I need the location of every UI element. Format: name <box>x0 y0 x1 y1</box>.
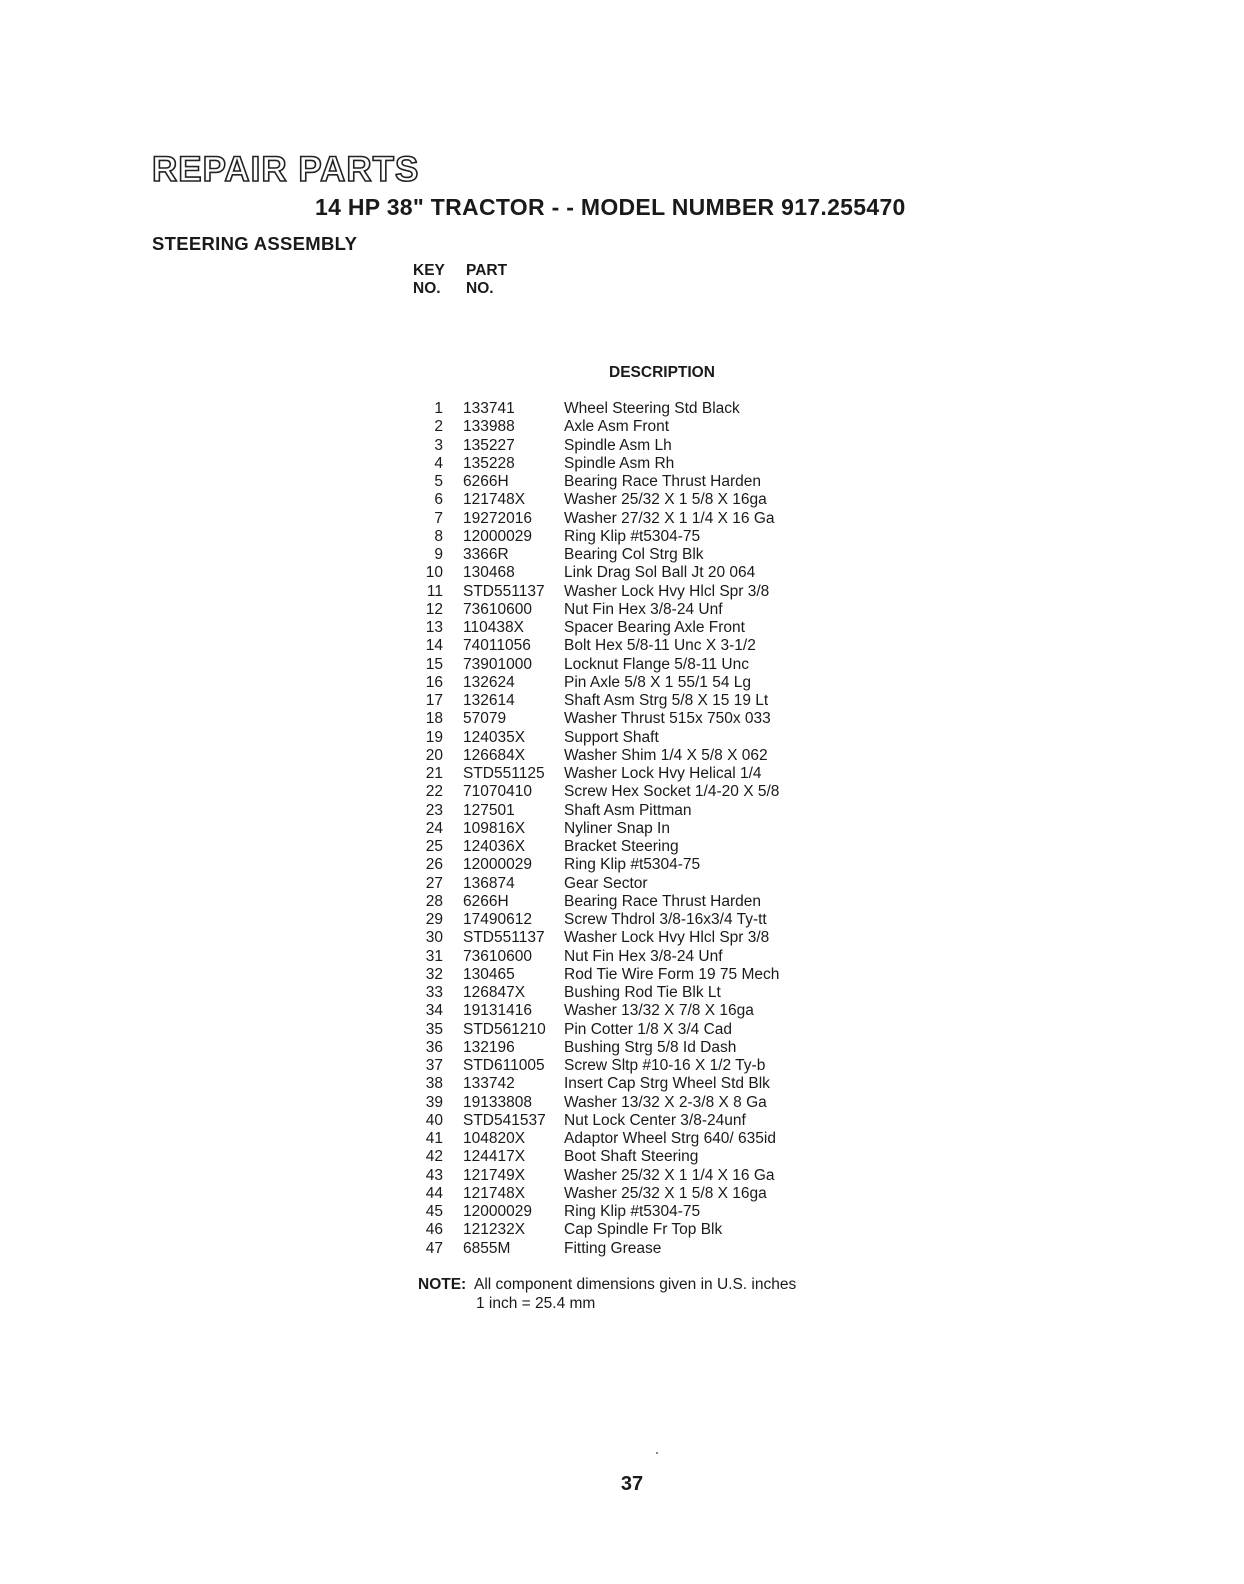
part-no-cell: 126847X <box>463 984 526 1001</box>
part-no-cell: 19272016 <box>463 509 532 527</box>
description-cell: Ring Klip #t5304-75 <box>564 527 701 545</box>
key-no-cell: 2 <box>434 418 443 436</box>
description-header: DESCRIPTION <box>609 364 715 381</box>
part-no-cell: 130468 <box>463 564 515 582</box>
description-cell: Nut Fin Hex 3/8-24 Unf <box>564 947 723 965</box>
parts-table <box>410 400 880 1258</box>
key-no-cell: 1 <box>434 400 443 417</box>
description-cell: Insert Cap Strg Wheel Std Blk <box>564 1075 770 1093</box>
part-no-cell: 124417X <box>463 1148 526 1166</box>
key-no-cell: 46 <box>425 1221 443 1239</box>
description-cell: Spindle Asm Rh <box>564 454 675 472</box>
part-no-cell: 121749X <box>463 1166 526 1184</box>
table-row <box>410 400 880 418</box>
table-row <box>410 1112 880 1130</box>
description-cell: Ring Klip #t5304-75 <box>564 1203 701 1220</box>
description-cell: Bolt Hex 5/8-11 Unc X 3-1/2 <box>564 637 756 655</box>
key-no-cell: 44 <box>425 1184 443 1202</box>
table-row <box>410 948 880 966</box>
description-cell: Screw Hex Socket 1/4-20 X 5/8 <box>564 783 780 801</box>
key-no-cell: 30 <box>425 929 443 947</box>
description-cell: Washer Lock Hvy Hlcl Spr 3/8 <box>564 929 770 947</box>
table-row <box>410 656 880 674</box>
key-no-cell: 29 <box>425 911 443 928</box>
key-no-cell: 23 <box>425 801 443 819</box>
table-row <box>410 1203 880 1221</box>
table-row <box>410 637 880 655</box>
key-no-cell: 42 <box>425 1148 443 1166</box>
description-cell: Washer 13/32 X 2-3/8 X 8 Ga <box>564 1093 767 1111</box>
part-no-cell: 133741 <box>463 400 515 417</box>
table-row <box>410 418 880 436</box>
description-cell: Locknut Flange 5/8-11 Unc <box>564 655 749 673</box>
part-no-cell: 136874 <box>463 874 515 892</box>
description-cell: Pin Cotter 1/8 X 3/4 Cad <box>564 1020 733 1038</box>
description-cell: Washer Lock Hvy Helical 1/4 <box>564 765 762 782</box>
part-no-cell: 73610600 <box>463 600 532 618</box>
part-no-cell: 135227 <box>463 436 515 454</box>
table-row <box>410 510 880 528</box>
table-row <box>410 1057 880 1075</box>
table-row <box>410 1094 880 1112</box>
table-row <box>410 911 880 929</box>
description-cell: Washer Thrust 515x 750x 033 <box>564 710 771 728</box>
key-no-cell: 17 <box>425 692 443 709</box>
table-row <box>410 893 880 911</box>
part-no-cell: 104820X <box>463 1130 526 1147</box>
description-cell: Spacer Bearing Axle Front <box>564 619 745 636</box>
part-no-cell: 132624 <box>463 673 515 691</box>
table-row <box>410 437 880 455</box>
key-no-cell: 4 <box>434 454 443 472</box>
note <box>418 1276 796 1313</box>
description-cell: Shaft Asm Strg 5/8 X 15 19 Lt <box>564 692 769 709</box>
key-no-cell: 34 <box>425 1002 443 1020</box>
key-no-cell: 25 <box>425 838 443 855</box>
table-row <box>410 528 880 546</box>
part-header-line1: PART <box>466 262 508 279</box>
part-no-cell: 132196 <box>463 1038 515 1056</box>
key-no-cell: 14 <box>425 637 443 655</box>
model-number-title: 14 HP 38" TRACTOR - - MODEL NUMBER 917.255470 <box>315 194 906 220</box>
table-row <box>410 1130 880 1148</box>
part-no-cell: STD551137 <box>463 929 545 947</box>
description-cell: Shaft Asm Pittman <box>564 801 692 819</box>
repair-parts-title: REPAIR PARTS <box>152 150 420 189</box>
key-no-cell: 3 <box>434 436 443 454</box>
part-no-cell: 19133808 <box>463 1093 532 1111</box>
part-no-cell: 132614 <box>463 692 515 709</box>
description-cell: Bushing Strg 5/8 Id Dash <box>564 1038 737 1056</box>
table-row <box>410 729 880 747</box>
key-no-cell: 22 <box>425 783 443 801</box>
table-row <box>410 820 880 838</box>
description-cell: Spindle Asm Lh <box>564 436 672 454</box>
key-no-header <box>413 262 445 298</box>
description-cell: Screw Thdrol 3/8-16x3/4 Ty-tt <box>564 911 767 928</box>
description-cell: Wheel Steering Std Black <box>564 400 740 417</box>
description-cell: Washer Lock Hvy Hlcl Spr 3/8 <box>564 582 770 600</box>
part-no-cell: 73610600 <box>463 947 532 965</box>
part-no-cell: 121748X <box>463 1184 526 1202</box>
table-row <box>410 1240 880 1258</box>
part-no-cell: STD611005 <box>463 1057 545 1074</box>
key-no-cell: 38 <box>425 1075 443 1093</box>
key-header-line1: KEY <box>413 262 445 279</box>
description-cell: Support Shaft <box>564 728 659 746</box>
part-no-cell: STD551125 <box>463 765 545 782</box>
key-no-cell: 5 <box>434 473 443 490</box>
key-no-cell: 6 <box>434 491 443 509</box>
key-no-cell: 28 <box>425 892 443 910</box>
table-row <box>410 838 880 856</box>
part-no-cell: 133742 <box>463 1075 515 1093</box>
part-no-cell: 19131416 <box>463 1002 532 1020</box>
key-no-cell: 16 <box>425 673 443 691</box>
key-no-cell: 18 <box>425 710 443 728</box>
key-no-cell: 36 <box>425 1038 443 1056</box>
part-no-cell: 133988 <box>463 418 515 436</box>
part-no-cell: 74011056 <box>463 637 531 655</box>
table-row <box>410 1039 880 1057</box>
description-cell: Boot Shaft Steering <box>564 1148 699 1166</box>
part-no-cell: 12000029 <box>463 527 532 545</box>
key-no-cell: 47 <box>425 1239 443 1257</box>
table-row <box>410 710 880 728</box>
key-no-cell: 19 <box>425 728 443 746</box>
part-no-cell: 12000029 <box>463 1203 532 1220</box>
part-header-line2: NO. <box>466 280 494 297</box>
key-no-cell: 10 <box>425 564 443 582</box>
table-row <box>410 564 880 582</box>
description-cell: Rod Tie Wire Form 19 75 Mech <box>564 965 780 983</box>
description-cell: Bushing Rod Tie Blk Lt <box>564 984 721 1001</box>
table-row <box>410 929 880 947</box>
key-no-cell: 8 <box>434 527 443 545</box>
section-title: STEERING ASSEMBLY <box>152 233 358 254</box>
description-cell: Nyliner Snap In <box>564 819 670 837</box>
note-line2: 1 inch = 25.4 mm <box>476 1294 596 1312</box>
part-no-cell: STD551137 <box>463 582 545 600</box>
page-number: 37 <box>620 1473 644 1495</box>
key-no-cell: 40 <box>425 1111 443 1129</box>
description-cell: Washer 13/32 X 7/8 X 16ga <box>564 1002 754 1020</box>
key-no-cell: 39 <box>425 1093 443 1111</box>
description-cell: Washer 25/32 X 1 5/8 X 16ga <box>564 1184 767 1202</box>
table-row <box>410 783 880 801</box>
key-no-cell: 31 <box>425 947 443 965</box>
key-no-cell: 21 <box>425 765 443 782</box>
part-no-cell: 3366R <box>463 546 509 563</box>
description-cell: Bearing Race Thrust Harden <box>564 473 762 490</box>
part-no-cell: 130465 <box>463 965 515 983</box>
part-no-cell: 57079 <box>463 710 507 728</box>
description-cell: Axle Asm Front <box>564 418 670 436</box>
key-no-cell: 26 <box>425 856 443 874</box>
key-no-cell: 43 <box>425 1166 443 1184</box>
table-row <box>410 1167 880 1185</box>
key-no-cell: 15 <box>425 655 443 673</box>
description-cell: Fitting Grease <box>564 1239 662 1257</box>
key-header-line2: NO. <box>413 280 441 297</box>
part-no-cell: 6266H <box>463 473 509 490</box>
description-cell: Adaptor Wheel Strg 640/ 635id <box>564 1130 776 1147</box>
part-no-cell: 6266H <box>463 892 509 910</box>
table-row <box>410 473 880 491</box>
description-cell: Washer 25/32 X 1 5/8 X 16ga <box>564 491 767 509</box>
description-cell: Screw Sltp #10-16 X 1/2 Ty-b <box>564 1057 766 1074</box>
table-row <box>410 1002 880 1020</box>
table-row <box>410 875 880 893</box>
table-row <box>410 674 880 692</box>
table-row <box>410 966 880 984</box>
part-no-cell: 121232X <box>463 1221 526 1239</box>
description-cell: Gear Sector <box>564 874 648 892</box>
part-no-cell: 71070410 <box>463 783 532 801</box>
table-row <box>410 1185 880 1203</box>
table-row <box>410 765 880 783</box>
key-no-cell: 32 <box>425 965 443 983</box>
key-no-cell: 20 <box>425 746 443 764</box>
description-cell: Link Drag Sol Ball Jt 20 064 <box>564 564 756 582</box>
part-no-cell: 127501 <box>463 801 515 819</box>
part-no-cell: 12000029 <box>463 856 532 874</box>
part-no-cell: 110438X <box>463 619 524 636</box>
description-cell: Ring Klip #t5304-75 <box>564 856 701 874</box>
description-cell: Pin Axle 5/8 X 1 55/1 54 Lg <box>564 673 751 691</box>
part-no-cell: 124035X <box>463 728 526 746</box>
description-cell: Bearing Col Strg Blk <box>564 546 704 563</box>
description-cell: Bearing Race Thrust Harden <box>564 892 762 910</box>
table-row <box>410 619 880 637</box>
table-row <box>410 546 880 564</box>
part-no-cell: 73901000 <box>463 655 532 673</box>
description-cell: Washer 27/32 X 1 1/4 X 16 Ga <box>564 509 775 527</box>
table-row <box>410 747 880 765</box>
part-no-cell: STD541537 <box>463 1111 546 1129</box>
key-no-cell: 9 <box>434 546 443 563</box>
description-cell: Nut Fin Hex 3/8-24 Unf <box>564 600 723 618</box>
part-no-cell: 135228 <box>463 454 515 472</box>
table-row <box>410 491 880 509</box>
description-cell: Nut Lock Center 3/8-24unf <box>564 1111 746 1129</box>
part-no-cell: 6855M <box>463 1239 511 1257</box>
note-label: NOTE: <box>418 1276 467 1293</box>
part-no-cell: 121748X <box>463 491 526 509</box>
key-no-cell: 12 <box>425 600 443 618</box>
description-cell: Washer 25/32 X 1 1/4 X 16 Ga <box>564 1166 775 1184</box>
part-no-cell: 124036X <box>463 838 526 855</box>
key-no-cell: 13 <box>425 619 443 636</box>
table-row <box>410 692 880 710</box>
key-no-cell: 7 <box>434 509 443 527</box>
part-no-cell: STD561210 <box>463 1020 546 1038</box>
key-no-cell: 45 <box>425 1203 443 1220</box>
table-row <box>410 1075 880 1093</box>
description-cell: Bracket Steering <box>564 838 679 855</box>
scan-speck <box>656 1452 658 1454</box>
note-line1: All component dimensions given in U.S. inches <box>474 1276 797 1293</box>
key-no-cell: 41 <box>425 1130 443 1147</box>
part-no-cell: 17490612 <box>463 911 532 928</box>
key-no-cell: 35 <box>425 1020 443 1038</box>
table-row <box>410 1148 880 1166</box>
table-row <box>410 455 880 473</box>
key-no-cell: 33 <box>425 984 443 1001</box>
table-row <box>410 802 880 820</box>
table-row <box>410 1221 880 1239</box>
key-no-cell: 37 <box>425 1057 443 1074</box>
key-no-cell: 24 <box>425 819 443 837</box>
part-no-header <box>466 262 507 298</box>
table-row <box>410 583 880 601</box>
table-row <box>410 984 880 1002</box>
key-no-cell: 11 <box>426 582 443 600</box>
table-row <box>410 856 880 874</box>
part-no-cell: 126684X <box>463 746 526 764</box>
description-cell: Washer Shim 1/4 X 5/8 X 062 <box>564 746 768 764</box>
table-row <box>410 1021 880 1039</box>
part-no-cell: 109816X <box>463 819 526 837</box>
key-no-cell: 27 <box>425 874 443 892</box>
table-row <box>410 601 880 619</box>
description-cell: Cap Spindle Fr Top Blk <box>564 1221 723 1239</box>
